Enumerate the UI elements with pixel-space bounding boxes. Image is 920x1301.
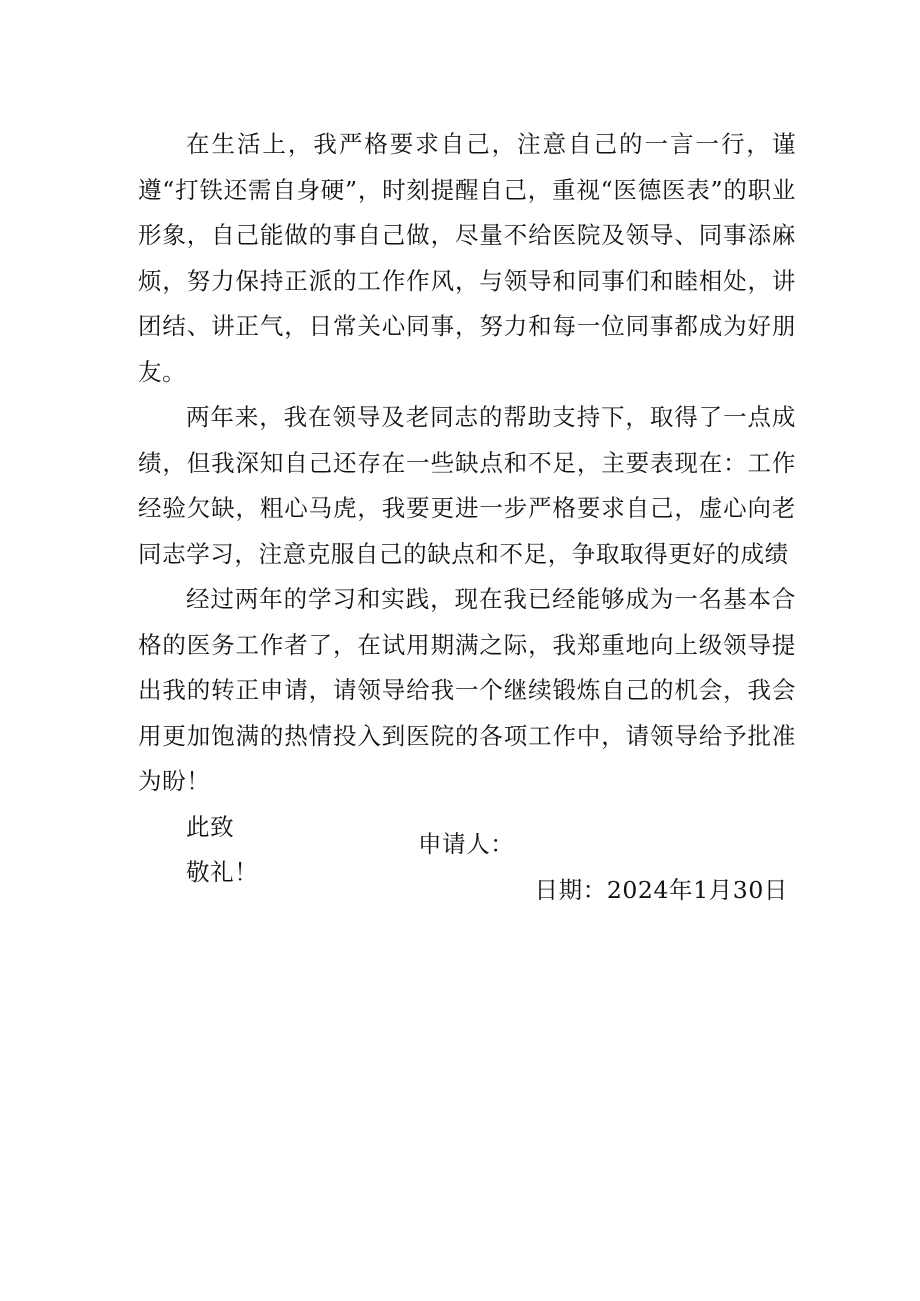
closing-respect: 敬礼！ xyxy=(186,858,259,886)
paragraph-life-conduct: 在生活上，我严格要求自己，注意自己的一言一行，谨遵“打铁还需自身硬”，时刻提醒自己，重视“医德医表”的职业形象，自己能做的事自己做，尽量不给医院及领导、同事添麻烦，努力保持正派的工作作风，与领导和同事们和睦相处，讲团结、讲正气，日常关心同事，努力和每一位同事都成为好朋友。 xyxy=(138,130,796,386)
letter-body xyxy=(138,122,796,896)
date-line: 日期：2024年1月30日 xyxy=(534,876,788,904)
paragraph-application: 经过两年的学习和实践，现在我已经能够成为一名基本合格的医务工作者了，在试用期满之际，我郑重地向上级领导提出我的转正申请，请领导给我一个继续锻炼自己的机会，我会用更加饱满的热情投入到医院的各项工作中，请领导给予批准为盼！ xyxy=(138,585,796,795)
applicant-label: 申请人： xyxy=(418,830,515,858)
closing-salutation: 此致 xyxy=(186,812,235,841)
paragraph-achievements: 两年来，我在领导及老同志的帮助支持下，取得了一点成绩，但我深知自己还存在一些缺点和不足，主要表现在：工作经验欠缺，粗心马虎，我要更进一步严格要求自己，虚心向老同志学习，注意克服自己的缺点和不足，争取取得更好的成绩 xyxy=(138,403,796,568)
